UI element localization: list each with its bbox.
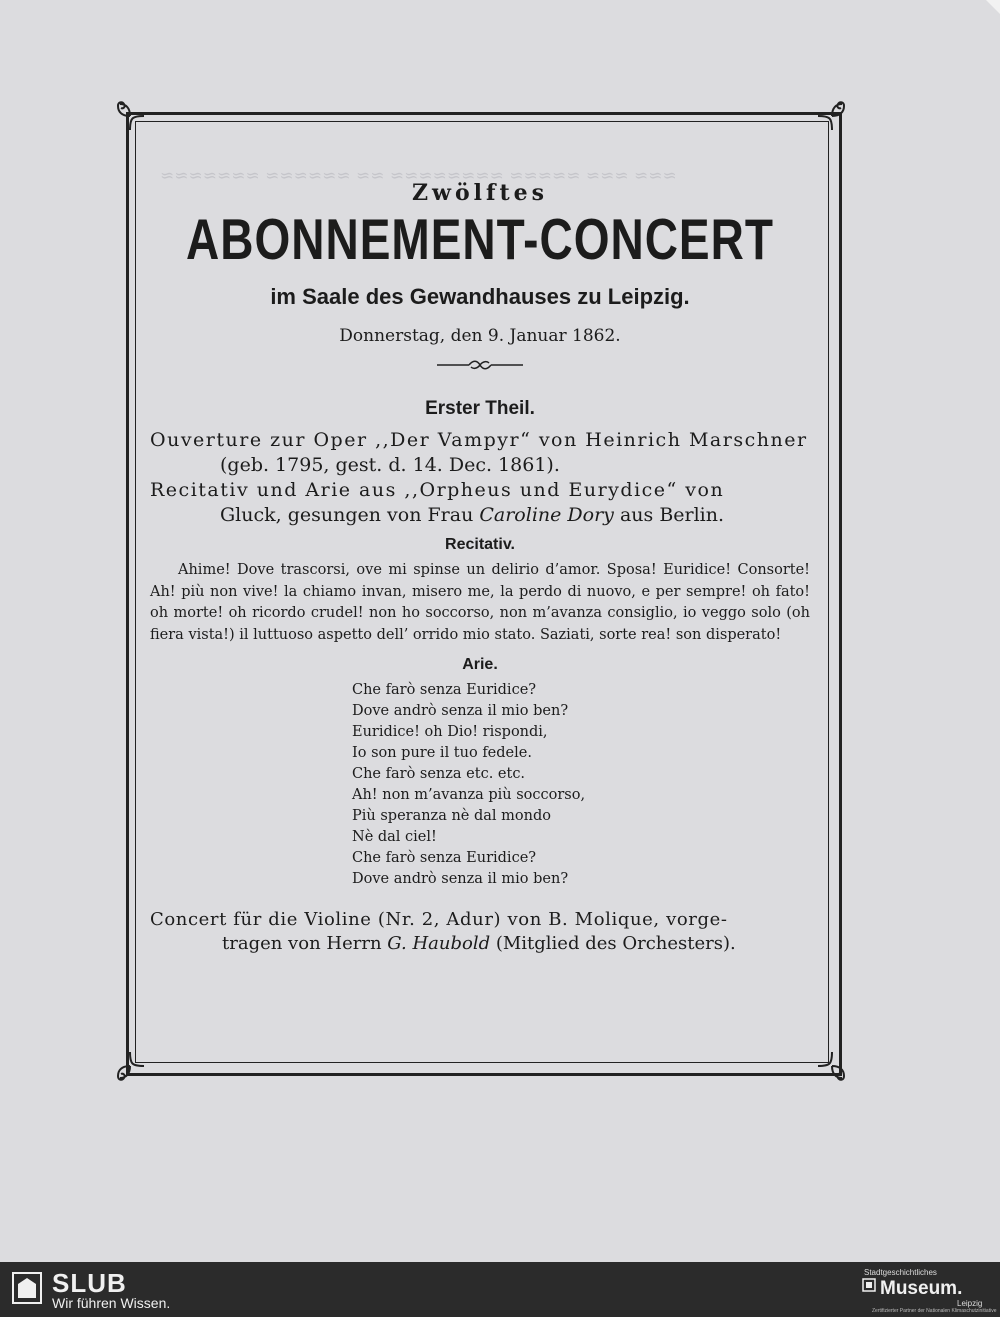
item-line [150,932,810,956]
lyric-line: Dove andrò senza il mio ben? [352,871,569,887]
museum-logo-icon [862,1278,876,1292]
item-line: Concert für die Violine (Nr. 2, Adur) von B. Molique, vorge- [150,909,728,930]
item-text: (Mitglied des Orchesters). [490,933,736,954]
soloist-name: G. Haubold [387,933,491,954]
lyric-line: Che farò senza etc. etc. [352,766,526,782]
lyric-line: Io son pure il tuo fedele. [352,745,532,761]
item-text: Gluck, gesungen von Frau [220,504,480,526]
concert-date: Donnerstag, den 9. Januar 1862. [339,326,621,346]
lyric-line: Che farò senza Euridice? [352,682,537,698]
museum-name[interactable]: Museum. [880,1278,963,1299]
library-tagline: Wir führen Wissen. [52,1295,171,1311]
program-item-overture [150,428,810,478]
arie-heading: Arie. [462,656,498,673]
item-line [150,503,810,528]
corner-ornament-icon [814,98,850,134]
item-line: (geb. 1795, gest. d. 14. Dec. 1861). [220,454,560,476]
page-title: ABONNEMENT-CONCERT [186,206,774,272]
page-corner [986,0,1000,14]
corner-ornament-icon [112,1048,148,1084]
lyric-line: Che farò senza Euridice? [352,850,537,866]
corner-ornament-icon [112,98,148,134]
item-text: tragen von Herrn [222,933,388,954]
venue-line: im Saale des Gewandhauses zu Leipzig. [270,284,690,309]
show-through-text: ≈≈≈ ≈≈≈ ≈≈≈≈≈ ≈≈≈≈≈≈≈≈ ≈≈ ≈≈≈≈≈≈ ≈≈≈≈≈≈≈ [160,166,677,186]
museum-certification: Zertifizierter Partner der Nationalen Klimaschutzinitiative [872,1308,997,1314]
item-text: aus Berlin. [613,504,725,526]
program-item-recitativ-arie [150,478,810,528]
slub-logo-icon[interactable] [12,1272,42,1304]
lyric-line: Dove andrò senza il mio ben? [352,703,569,719]
item-line: Recitativ und Arie aus ,,Orpheus und Eurydice“ von [150,479,725,501]
item-line: Ouverture zur Oper ,,Der Vampyr“ von Heinrich Marschner [150,429,808,451]
recitativ-heading: Recitativ. [445,536,515,553]
program-item-violin-concert [150,908,810,956]
lyric-line: Più speranza nè dal mondo [352,808,551,824]
lyric-line: Euridice! oh Dio! rispondi, [352,724,548,740]
lyric-line: Nè dal ciel! [352,829,437,845]
concert-program [150,180,810,956]
museum-label: Stadtgeschichtliches [864,1268,937,1277]
viewer-footer [0,1262,1000,1317]
library-name[interactable]: SLUB [52,1268,127,1298]
recitativ-text: Ahime! Dove trascorsi, ove mi spinse un delirio d’amor. Sposa! Euridice! Consorte! Ah! più non vive! la chiamo invan, misero me, la perdo di nuovo, e per sempre! oh fato! oh morte! oh ricordo crudel! non ho soccorso, non m’avanza consiglio, io veggo solo (oh fiera vista!) il luttuoso aspetto dell’ orrido mio stato. Saziati, sorte rea! son disperato! [150,562,810,643]
part-title: Erster Theil. [425,398,535,419]
heading-small: Zwölftes [411,180,549,206]
divider-flourish-icon [435,358,525,372]
lyric-line: Ah! non m’avanza più soccorso, [352,787,586,803]
museum-city: Leipzig [957,1299,983,1308]
corner-ornament-icon [814,1048,850,1084]
arie-lyrics [352,680,810,890]
singer-name: Caroline Dory [479,504,614,526]
